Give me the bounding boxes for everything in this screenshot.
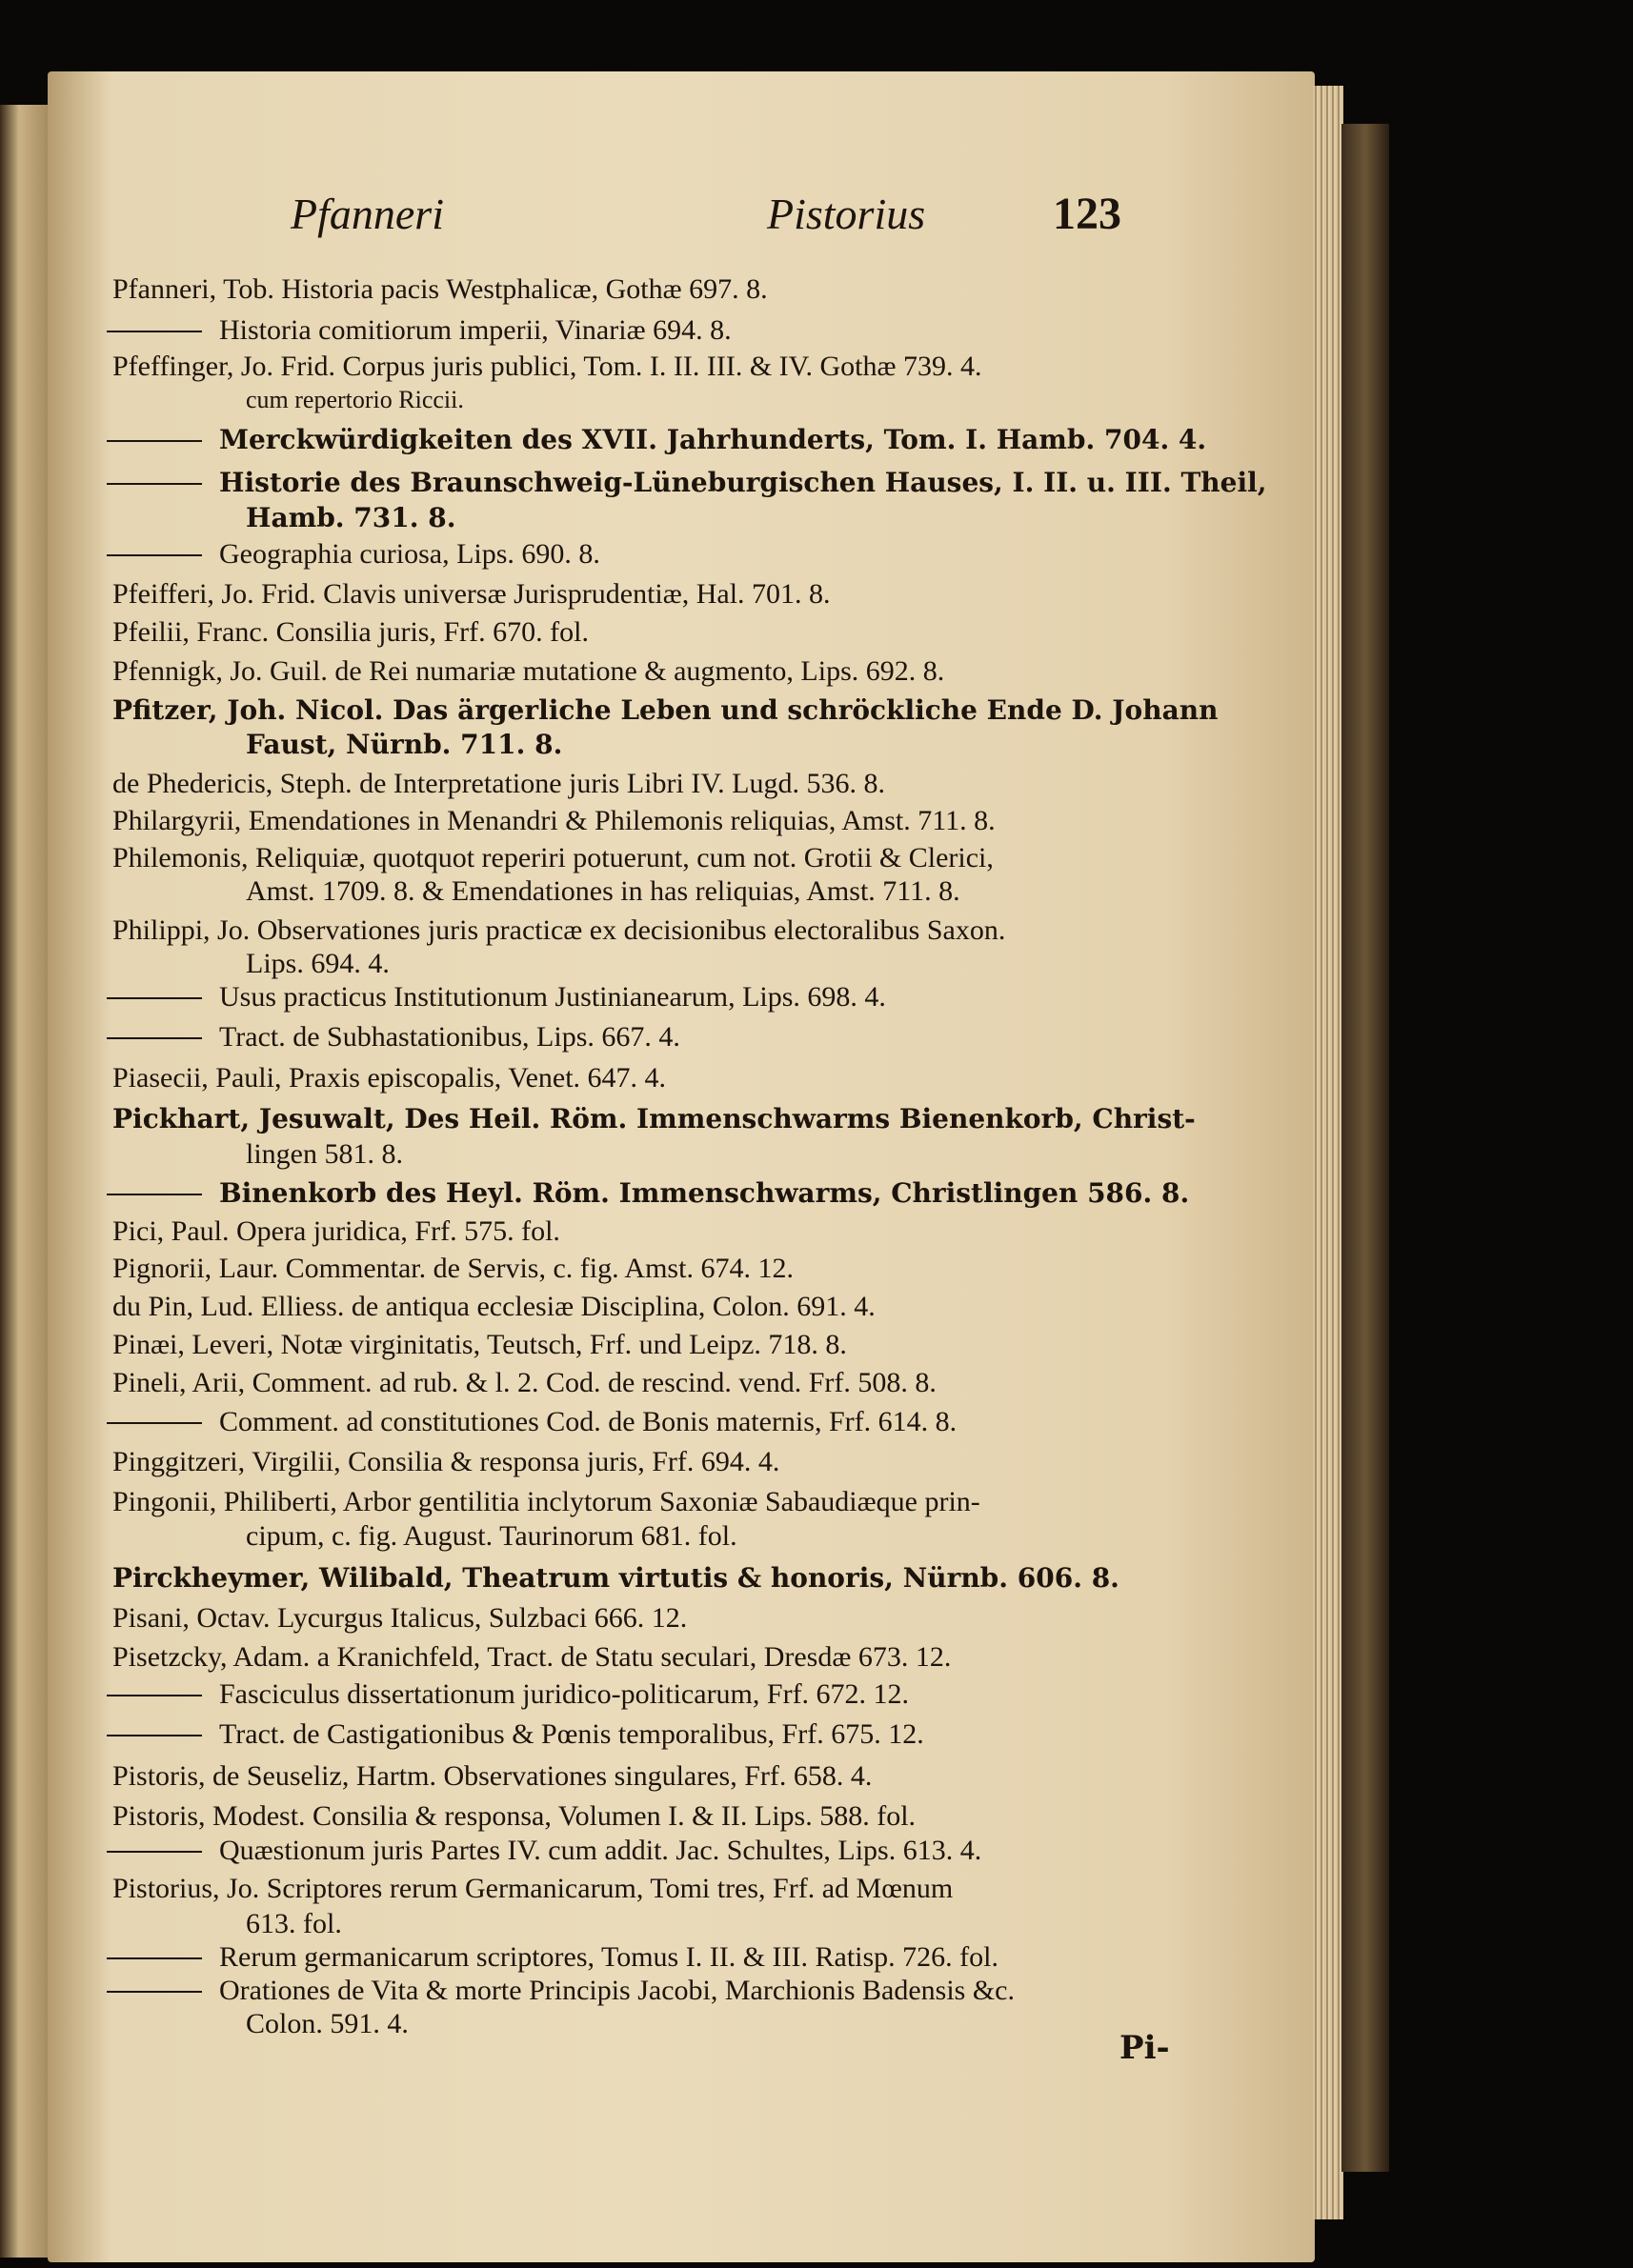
entry-line: Pistoris, de Seuseliz, Hartm. Observationes singulares, Frf. 658. 4. [112,1760,873,1792]
entry-line: cipum, c. fig. August. Taurinorum 681. fol. [246,1520,737,1552]
entry-line: Philemonis, Reliquiæ, quotquot reperiri potuerunt, cum not. Grotii & Clerici, [112,842,994,873]
entry-line: Hamb. 731. 8. [246,502,456,533]
entry-line: Pfeffinger, Jo. Frid. Corpus juris publici, Tom. I. II. III. & IV. Gothæ 739. 4. [112,351,982,382]
entry-line: Pfennigk, Jo. Guil. de Rei numariæ mutatione & augmento, Lips. 692. 8. [112,655,945,687]
entry-line: Pinggitzeri, Virgilii, Consilia & responsa juris, Frf. 694. 4. [112,1446,780,1477]
entry-line: Pfitzer, Joh. Nicol. Das ärgerliche Leben und schröckliche Ende D. Johann [112,694,1219,726]
entry-line: de Phedericis, Steph. de Interpretatione juris Libri IV. Lugd. 536. 8. [112,768,885,799]
page-number: 123 [1053,189,1121,239]
entry-line: lingen 581. 8. [246,1138,403,1170]
entry-line: Pignorii, Laur. Commentar. de Servis, c. fig. Amst. 674. 12. [112,1253,794,1284]
entry-line: Pfanneri, Tob. Historia pacis Westphalicæ, Gothæ 697. 8. [112,273,768,305]
entry-line: 613. fol. [246,1908,342,1939]
entry-line: Pici, Paul. Opera juridica, Frf. 575. fol. [112,1215,560,1247]
entry-line: Philippi, Jo. Observationes juris practicæ ex decisionibus electoralibus Saxon. [112,914,1006,946]
entry-line: Merckwürdigkeiten des XVII. Jahrhunderts, Tom. I. Hamb. 704. 4. [219,424,1207,455]
entry-line: Tract. de Subhastationibus, Lips. 667. 4. [219,1021,680,1053]
entry-line: Philargyrii, Emendationes in Menandri & Philemonis reliquias, Amst. 711. 8. [112,805,996,836]
entry-line: Pfeifferi, Jo. Frid. Clavis universæ Jurisprudentiæ, Hal. 701. 8. [112,578,831,610]
header-left-catchword: Pfanneri [291,190,444,238]
page-catchword: Pi- [1119,2029,1170,2067]
entry-line: Pingonii, Philiberti, Arbor gentilitia inclytorum Saxoniæ Sabaudiæque prin- [112,1486,980,1517]
entry-line: Geographia curiosa, Lips. 690. 8. [219,538,600,570]
entry-line: Pistoris, Modest. Consilia & responsa, Volumen I. & II. Lips. 588. fol. [112,1800,917,1832]
entry-line: Binenkorb des Heyl. Röm. Immenschwarms, Christlingen 586. 8. [219,1177,1190,1209]
header-center-catchword: Pistorius [767,190,926,238]
entry-line: Pisetzcky, Adam. a Kranichfeld, Tract. de Statu seculari, Dresdæ 673. 12. [112,1641,952,1673]
entry-line: Amst. 1709. 8. & Emendationes in has reliquias, Amst. 711. 8. [246,875,960,907]
entry-line: du Pin, Lud. Elliess. de antiqua ecclesiæ Disciplina, Colon. 691. 4. [112,1291,876,1322]
entry-line: Faust, Nürnb. 711. 8. [246,729,563,760]
entry-line: Pirckheymer, Wilibald, Theatrum virtutis & honoris, Nürnb. 606. 8. [112,1562,1119,1594]
entry-line: Orationes de Vita & morte Principis Jacobi, Marchionis Badensis &c. [219,1975,1015,2006]
left-page-edge [0,105,48,2258]
entry-line: Pickhart, Jesuwalt, Des Heil. Röm. Immenschwarms Bienenkorb, Christ- [112,1103,1196,1134]
entry-line: Fasciculus dissertationum juridico-politicarum, Frf. 672. 12. [219,1678,910,1710]
entry-line: Comment. ad constitutiones Cod. de Bonis maternis, Frf. 614. 8. [219,1406,958,1437]
entry-line: Piasecii, Pauli, Praxis episcopalis, Venet. 647. 4. [112,1062,667,1094]
entry-line: Pinæi, Leveri, Notæ virginitatis, Teutsch, Frf. und Leipz. 718. 8. [112,1329,847,1360]
entry-line: Pistorius, Jo. Scriptores rerum Germanicarum, Tomi tres, Frf. ad Mœnum [112,1873,954,1904]
entry-line: cum repertorio Riccii. [246,386,464,413]
entry-line: Pisani, Octav. Lycurgus Italicus, Sulzbaci 666. 12. [112,1602,688,1634]
entry-line: Historia comitiorum imperii, Vinariæ 694. 8. [219,314,732,346]
entry-line: Historie des Braunschweig-Lüneburgischen Hauses, I. II. u. III. Theil, [219,467,1267,498]
entry-line: Rerum germanicarum scriptores, Tomus I. II. & III. Ratisp. 726. fol. [219,1941,998,1973]
entry-line: Lips. 694. 4. [246,948,390,979]
entry-line: Quæstionum juris Partes IV. cum addit. Jac. Schultes, Lips. 613. 4. [219,1835,982,1866]
entry-line: Colon. 591. 4. [246,2008,409,2039]
entry-line: Usus practicus Institutionum Justinianearum, Lips. 698. 4. [219,981,886,1013]
entry-line: Tract. de Castigationibus & Pœnis temporalibus, Frf. 675. 12. [219,1718,924,1750]
entry-line: Pineli, Arii, Comment. ad rub. & l. 2. Cod. de rescind. vend. Frf. 508. 8. [112,1367,937,1398]
book-cover [1341,124,1389,2172]
entry-line: Pfeilii, Franc. Consilia juris, Frf. 670. fol. [112,616,589,648]
